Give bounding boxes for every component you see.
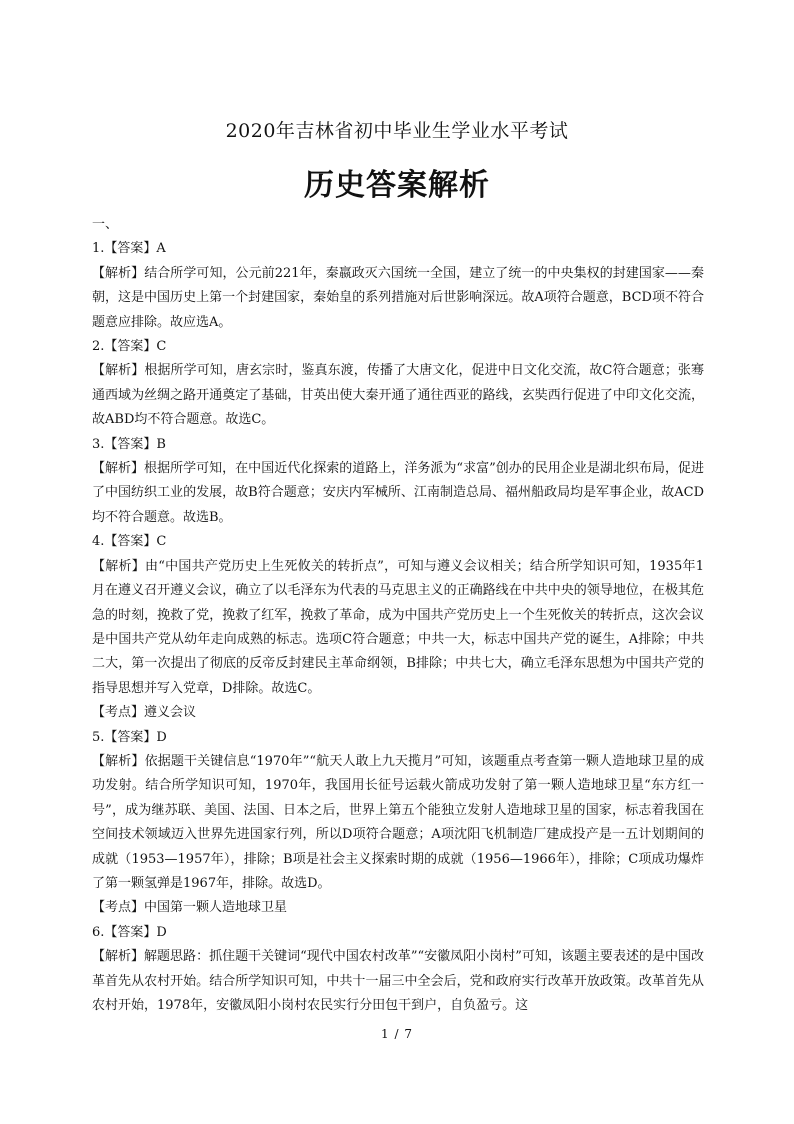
analysis-paragraph: 【解析】依据题干关键信息“1970年”“航天人敢上九天揽月”可知，该题重点考查第一颗人造地球卫星的成功发射。结合所学知识可知，1970年，我国用长征号运载火箭成功发射了第一颗人造地球卫星“东方红一号”，成为继苏联、美国、法国、日本之后，世界上第五个能独立发射人造地球卫星的国家，标志着我国在空间技术领域迈入世界先进国家行列，所以D项符合题意；A项沈阳飞机制造厂建成投产是一五计划期间的成就（1953—1957年），排除；B项是社会主义探索时期的成就（1956—1966年），排除；C项成功爆炸了第一颗氢弹是1967年，排除。故选D。 — [92, 753, 704, 891]
answer-body — [92, 213, 704, 1018]
exam-subtitle: 2020年吉林省初中毕业生学业水平考试 — [225, 120, 569, 142]
answer-line: 2.【答案】C — [92, 339, 167, 355]
answer-line: 1.【答案】A — [92, 241, 166, 257]
answer-line: 3.【答案】B — [92, 436, 166, 452]
analysis-paragraph: 【解析】根据所学可知，唐玄宗时，鉴真东渡，传播了大唐文化，促进中日文化交流，故C符合题意；张骞通西域为丝绸之路开通奠定了基础，甘英出使大秦开通了通往西亚的路线，玄奘西行促进了中印文化交流，故ABD均不符合题意。故选C。 — [92, 363, 704, 428]
answer-line: 4.【答案】C — [92, 534, 167, 550]
page-title: 历史答案解析 — [304, 168, 490, 203]
key-point-line: 【考点】中国第一颗人造地球卫星 — [92, 900, 288, 916]
key-point-line: 【考点】遵义会议 — [92, 705, 197, 721]
section-label: 一、 — [92, 217, 119, 232]
analysis-paragraph: 【解析】解题思路：抓住题干关键词“现代中国农村改革”“安徽凤阳小岗村”可知，该题主要表述的是中国改革首先从农村开始。结合所学知识可知，中共十一届三中全会后，党和政府实行改革开放政策。改革首先从农村开始，1978年，安徽凤阳小岗村农民实行分田包干到户，自负盈亏。这 — [92, 949, 704, 1013]
answer-line: 6.【答案】D — [92, 924, 167, 940]
analysis-paragraph: 【解析】由“中国共产党历史上生死攸关的转折点”，可知与遵义会议相关；结合所学知识可知，1935年1月在遵义召开遵义会议，确立了以毛泽东为代表的马克思主义的正确路线在中共中央的领导地位，在极其危急的时刻，挽救了党，挽救了红军，挽救了革命，成为中国共产党历史上一个生死攸关的转折点，这次会议是中国共产党从幼年走向成熟的标志。选项C符合题意；中共一大，标志中国共产党的诞生，A排除；中共二大，第一次提出了彻底的反帝反封建民主革命纲领，B排除；中共七大，确立毛泽东思想为中国共产党的指导思想并写入党章，D排除。故选C。 — [92, 558, 704, 696]
analysis-paragraph: 【解析】根据所学可知，在中国近代化探索的道路上，洋务派为“求富”创办的民用企业是湖北织布局，促进了中国纺织工业的发展，故B符合题意；安庆内军械所、江南制造总局、福州船政局均是军事企业，故ACD均不符合题意。故选B。 — [92, 461, 704, 525]
answer-line: 5.【答案】D — [92, 729, 167, 745]
analysis-paragraph: 【解析】结合所学可知，公元前221年，秦嬴政灭六国统一全国，建立了统一的中央集权的封建国家——秦朝，这是中国历史上第一个封建国家，秦始皇的系列措施对后世影响深远。故A项符合题意，BCD项不符合题意应排除。故应选A。 — [92, 265, 704, 330]
page-number: 1 / 7 — [381, 1027, 413, 1041]
